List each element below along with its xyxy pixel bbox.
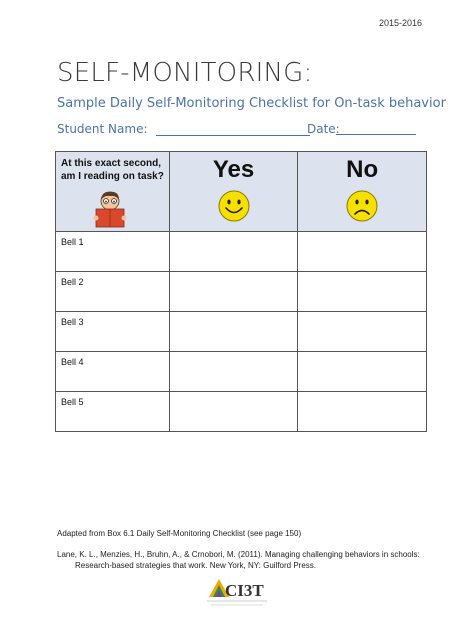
question-text <box>56 152 169 183</box>
bell-label: Bell 2 <box>61 277 84 287</box>
bell-label: Bell 4 <box>61 357 84 367</box>
adapted-note: Adapted from Box 6.1 Daily Self-Monitoring Checklist (see page 150) <box>57 529 302 538</box>
yes-checkbox-cell[interactable] <box>169 272 298 312</box>
table-row <box>56 392 427 432</box>
ci3t-logo <box>205 577 269 611</box>
citation-line-2: Research-based strategies that work. New York, NY: Guilford Press. <box>75 561 316 570</box>
no-checkbox-cell[interactable] <box>298 352 427 392</box>
question-line-2: am I reading on task? <box>61 171 164 182</box>
child-reading-icon <box>90 191 130 229</box>
yes-checkbox-cell[interactable] <box>169 312 298 352</box>
table-row <box>56 232 427 272</box>
bell-cell <box>56 392 170 432</box>
smiley-face-icon <box>217 189 251 223</box>
yes-checkbox-cell[interactable] <box>169 352 298 392</box>
yes-column-header <box>169 152 298 232</box>
logo-text: CI3T <box>225 581 264 600</box>
date-label: Date: <box>307 122 340 136</box>
student-name-field[interactable] <box>156 123 310 136</box>
school-year: 2015-2016 <box>378 18 422 28</box>
page-subtitle: Sample Daily Self-Monitoring Checklist for On-task behavior <box>57 96 446 111</box>
table-row <box>56 352 427 392</box>
student-name-label: Student Name: <box>57 122 148 136</box>
yes-checkbox-cell[interactable] <box>169 392 298 432</box>
citation <box>57 549 427 571</box>
no-checkbox-cell[interactable] <box>298 232 427 272</box>
checklist-table <box>55 151 427 432</box>
frowning-face-icon <box>345 189 379 223</box>
bell-label: Bell 1 <box>61 237 84 247</box>
date-field[interactable] <box>336 122 416 135</box>
question-line-1: At this exact second, <box>61 158 162 169</box>
bell-cell <box>56 352 170 392</box>
citation-line-1: Lane, K. L., Menzies, H., Bruhn, A., & Crnobori, M. (2011). Managing challenging behaviors in schools: <box>57 550 420 559</box>
bell-label: Bell 5 <box>61 397 84 407</box>
table-row <box>56 272 427 312</box>
no-label: No <box>346 156 379 183</box>
question-cell <box>56 152 170 232</box>
bell-cell <box>56 232 170 272</box>
no-checkbox-cell[interactable] <box>298 392 427 432</box>
bell-label: Bell 3 <box>61 317 84 327</box>
student-info-line <box>57 122 427 136</box>
no-checkbox-cell[interactable] <box>298 272 427 312</box>
no-column-header <box>298 152 427 232</box>
yes-label: Yes <box>212 156 255 183</box>
bell-cell <box>56 272 170 312</box>
table-header-row <box>56 152 427 232</box>
no-checkbox-cell[interactable] <box>298 312 427 352</box>
page-title: SELF-MONITORING: <box>57 58 313 88</box>
table-row <box>56 312 427 352</box>
yes-checkbox-cell[interactable] <box>169 232 298 272</box>
bell-cell <box>56 312 170 352</box>
